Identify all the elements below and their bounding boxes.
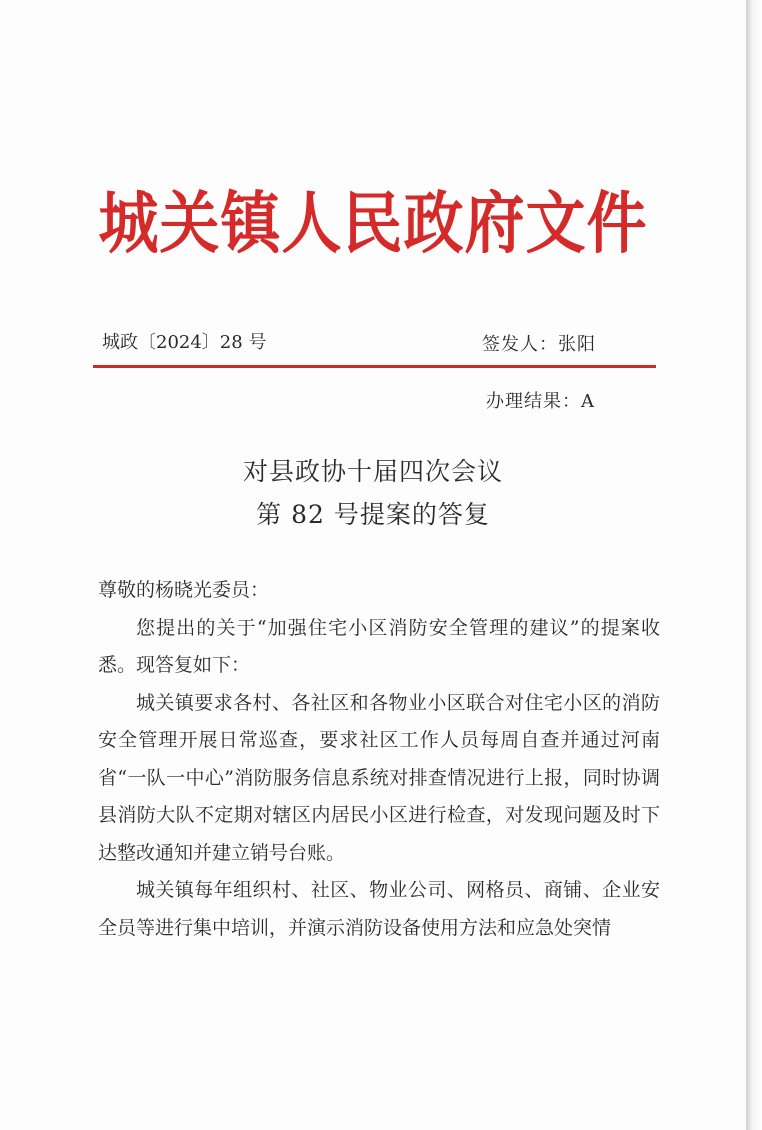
document-title-line-2: 第 82 号提案的答复 [256, 500, 490, 529]
body-paragraph-1: 您提出的关于“加强住宅小区消防安全管理的建议”的提案收悉。现答复如下： [98, 616, 660, 676]
salutation: 尊敬的杨晓光委员： [98, 579, 270, 601]
body-paragraph-2: 城关镇要求各村、各社区和各物业小区联合对住宅小区的消防安全管理开展日常巡查，要求社区工作人员每周自查并通过河南省“一队一中心”消防服务信息系统对排查情况进行上报，同时协调县消防大队不定期对辖区内居民小区进行检查，对发现问题及时下达整改通知并建立销号台账。 [98, 691, 660, 864]
document-body [98, 572, 660, 947]
document-title-line-1: 对县政协十届四次会议 [242, 457, 503, 486]
red-divider-line [93, 365, 656, 368]
processing-result: 办理结果：A [486, 391, 595, 412]
document-number: 城政〔2024〕28 号 [102, 332, 267, 353]
page-edge [746, 0, 762, 1130]
body-paragraph-3: 城关镇每年组织村、社区、物业公司、网格员、商铺、企业安全员等进行集中培训，并演示消防设备使用方法和应急处突情 [98, 879, 660, 939]
document-masthead: 城关镇人民政府文件 [98, 184, 648, 264]
issuer-signature: 签发人：张阳 [482, 334, 596, 355]
